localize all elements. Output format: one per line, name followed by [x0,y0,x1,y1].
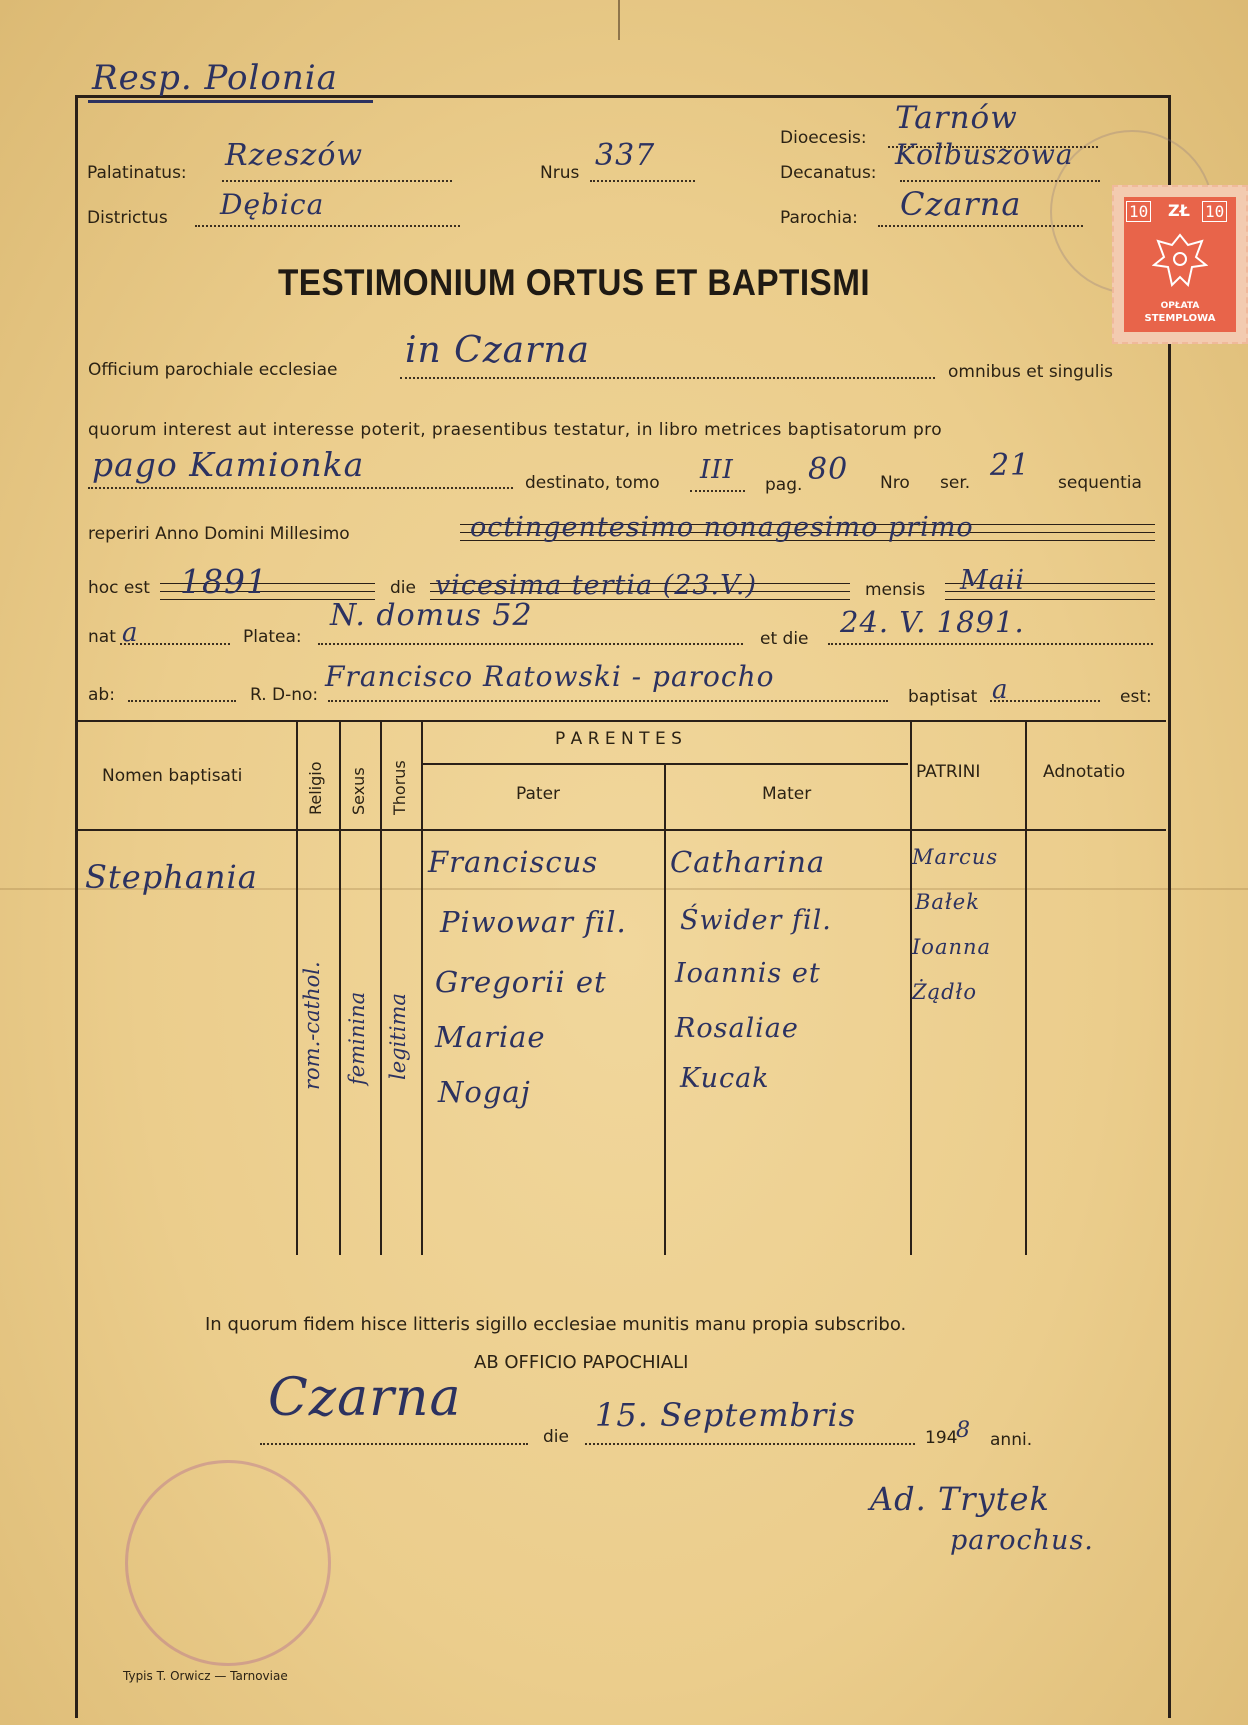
sexus-value: feminina [345,991,369,1085]
nrus-label: Nrus [540,163,580,183]
dioecesis-label: Dioecesis: [780,128,867,148]
et-die-text: et die [760,629,809,649]
platea-text: Platea: [243,627,302,647]
rdno-dots [328,700,888,702]
die-footer-text: die [543,1427,569,1447]
pag-value: 80 [808,452,849,487]
baptisat-text: baptisat [908,687,978,707]
ser-text: ser. [940,473,971,493]
die-value: vicesima tertia (23.V.) [435,570,758,601]
pater-line-3: Gregorii et [435,965,607,999]
place-dots [260,1443,528,1445]
stamp-caption-1: OPŁATA [1160,301,1200,311]
col-rule-7 [1025,720,1027,1255]
et-die-dots [828,643,1153,645]
anni-text: anni. [990,1430,1033,1450]
table-top-rule [78,720,1166,722]
nat-dots [120,643,230,645]
rdno-text: R. D-no: [250,685,319,705]
platea-dots [318,643,743,645]
col-rule-2 [339,720,341,1255]
revenue-stamp [1112,185,1248,344]
mater-line-1: Catharina [670,845,826,879]
tomo-value: III [700,455,734,485]
ecclesia-value: in Czarna [405,330,590,371]
est-text: est: [1120,687,1152,707]
col-rule-5 [664,763,666,1255]
nat-value: a [122,618,139,648]
header-mater: Mater [762,784,812,804]
et-die-value: 24. V. 1891. [840,605,1025,639]
mensis-value: Maii [960,565,1026,596]
resp-handwriting: Resp. Polonia [92,58,338,98]
date-dots [585,1443,915,1445]
patrini-line-1: Marcus [912,845,999,869]
nrus-dots [590,180,695,182]
millesimo-value: octingentesimo nonagesimo primo [470,512,974,543]
header-thorus: Thorus [390,760,409,815]
nro-text: Nro [880,473,910,493]
mater-line-4: Rosaliae [675,1013,799,1044]
patrini-line-4: Żądło [912,980,978,1004]
palatinatus-value: Rzeszów [225,138,364,173]
header-patrini: PATRINI [916,762,981,782]
header-sexus: Sexus [349,767,368,815]
header-bottom-rule [78,829,1166,831]
ab-dots [128,700,236,702]
date-value: 15. Septembris [595,1396,856,1434]
col-rule-1 [296,720,298,1255]
dioecesis-value: Tarnów [895,100,1018,136]
parochia-dots [878,225,1083,227]
pater-line-5: Nogaj [438,1075,531,1109]
ecclesia-dots [400,377,935,379]
platea-value: N. domus 52 [330,598,533,633]
mater-line-5: Kucak [680,1063,770,1094]
thorus-value: legitima [386,993,410,1080]
header-religio: Religio [306,761,325,815]
mater-line-2: Świder fil. [680,905,832,936]
districtus-value: Dębica [220,188,325,221]
year-handwritten: 8 [956,1418,971,1443]
nrus-value: 337 [595,138,656,173]
religio-value: rom.-cathol. [300,961,324,1090]
year-printed: 194 [925,1428,958,1448]
destinato-text: destinato, tomo [525,473,660,493]
die-text: die [390,578,416,598]
pater-line-1: Franciscus [428,845,599,879]
nomen-value: Stephania [85,858,258,896]
mensis-text: mensis [865,580,926,600]
parish-seal [125,1460,331,1666]
palatinatus-dots [222,180,452,182]
sequentia-text: sequentia [1058,473,1142,493]
header-parentes: P A R E N T E S [555,729,682,749]
quorum-text: quorum interest aut interesse poterit, praesentibus testatur, in libro metrices baptisatorum pro [88,420,943,440]
header-pater: Pater [516,784,561,804]
officium-text: Officium parochiale ecclesiae [88,360,338,380]
patrini-line-3: Ioanna [912,935,992,959]
pag-text: pag. [765,475,803,495]
baptisat-value: a [992,675,1009,705]
reperiri-text: reperiri Anno Domini Millesimo [88,524,350,544]
decanatus-label: Decanatus: [780,163,877,183]
header-adnotatio: Adnotatio [1043,762,1126,782]
decanatus-value: Kolbuszowa [895,138,1074,171]
printer-imprint: Typis T. Orwicz — Tarnoviae [123,1669,288,1683]
rdno-value: Francisco Ratowski - parocho [325,660,775,693]
mater-line-3: Ioannis et [675,958,821,989]
year-value: 1891 [180,562,268,601]
document-title: TESTIMONIUM ORTUS ET BAPTISMI [278,262,871,303]
stamp-value-right: 10 [1202,201,1227,222]
hoc-est-text: hoc est [88,578,150,598]
ab-text: ab: [88,685,115,705]
tomo-dots [690,490,745,492]
resp-underline [88,100,373,103]
rule-12 [945,599,1155,600]
districtus-label: Districtus [87,208,168,228]
fidem-text: In quorum fidem hisce litteris sigillo ecclesiae munitis manu propia subscribo. [205,1314,907,1335]
header-nomen: Nomen baptisati [102,766,243,786]
stamp-caption-2: STEMPLOWA [1144,313,1216,324]
col-rule-3 [380,720,382,1255]
parochia-label: Parochia: [780,208,858,228]
paper-tear [618,0,620,40]
signature-name: Ad. Trytek [870,1480,1050,1518]
pago-dots [88,487,513,489]
districtus-dots [195,225,460,227]
pater-line-2: Piwowar fil. [440,905,627,939]
place-value: Czarna [268,1368,462,1428]
palatinatus-label: Palatinatus: [87,163,187,183]
stamp-value-left: 10 [1126,201,1151,222]
eagle-icon [1152,231,1208,291]
stamp-face [1124,197,1236,332]
col-rule-4 [421,720,423,1255]
pago-value: pago Kamionka [92,445,365,484]
ser-value: 21 [990,448,1031,483]
pater-line-4: Mariae [435,1020,546,1054]
officio-text: AB OFFICIO PAPOCHIALI [474,1352,689,1373]
stamp-unit: ZŁ [1168,201,1190,220]
decanatus-dots [900,180,1100,182]
omnibus-text: omnibus et singulis [948,362,1114,382]
signature-title: parochus. [950,1525,1094,1556]
baptisat-dots [990,700,1100,702]
patrini-line-2: Bałek [915,890,980,914]
parochia-value: Czarna [900,185,1022,223]
nat-text: nat [88,627,116,647]
